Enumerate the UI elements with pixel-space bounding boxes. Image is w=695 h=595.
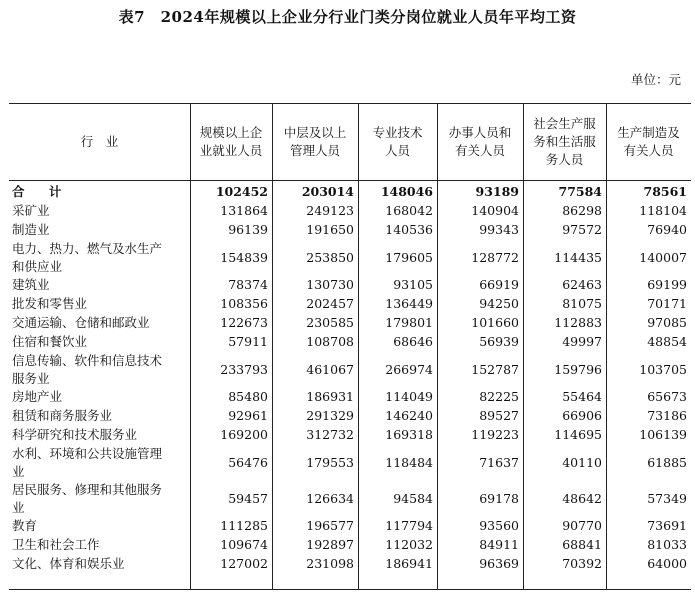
row-value-cell: 49997 [562,334,602,349]
row-value-cell: 48642 [562,491,602,506]
row-industry-name-line: 制造业 [12,222,50,237]
row-industry-name [12,536,190,554]
row-value-cell: 69199 [647,277,687,292]
row-value-cell: 112883 [554,315,602,330]
row-value-cell: 136449 [385,296,433,311]
table-row [9,388,691,407]
header-industry-label: 行 业 [80,133,119,149]
row-value-cell: 93105 [393,277,433,292]
row-industry-name-line: 租赁和商务服务业 [12,408,113,423]
table-row [9,407,691,426]
row-industry-name [12,481,190,517]
row-value-cell: 66919 [479,277,519,292]
row-value-cell: 249123 [306,203,354,218]
row-value-cell: 59457 [228,491,268,506]
table-row [9,276,691,295]
row-industry-name [12,517,190,535]
row-value-cell: 65673 [647,389,687,404]
row-value-cell: 192897 [306,537,354,552]
row-value-cell: 56476 [228,455,268,470]
row-value-cell: 202457 [306,296,354,311]
row-value-cell: 127002 [220,556,268,571]
row-industry-name [12,407,190,425]
row-value-cell: 112032 [385,537,433,552]
row-industry-name-line: 和供应业 [12,259,63,274]
header-cell [523,103,606,180]
row-value-cell: 97085 [647,315,687,330]
row-industry-name-line: 文化、体育和娱乐业 [12,556,125,571]
table-row [9,555,691,574]
row-value-cell: 266974 [385,362,433,377]
row-value-cell: 108356 [220,296,268,311]
row-value-cell: 128772 [471,250,519,265]
row-value-cell: 291329 [306,408,354,423]
row-value-cell: 140536 [385,222,433,237]
row-value-cell: 101660 [471,315,519,330]
row-industry-name-line: 建筑业 [12,277,50,292]
row-value-cell: 179605 [385,250,433,265]
row-value-cell: 76940 [647,222,687,237]
row-value-cell: 179553 [306,455,354,470]
header-cell-line: 务和生活服 [533,133,596,149]
row-value-cell: 73186 [647,408,687,423]
row-value-cell: 73691 [647,518,687,533]
row-industry-name-line: 住宿和餐饮业 [12,334,88,349]
row-value-cell: 55464 [562,389,602,404]
row-industry-name [12,240,190,276]
row-value-cell: 40110 [562,455,602,470]
row-value-cell: 90770 [562,518,602,533]
row-value-cell: 108708 [306,334,354,349]
row-industry-name-line: 业 [12,500,25,515]
row-value-cell: 66906 [562,408,602,423]
table-row [9,240,691,276]
row-value-cell: 114695 [554,427,602,442]
row-value-cell: 77584 [558,184,602,199]
table-row [9,536,691,555]
header-cell-line: 有关人员 [454,142,505,158]
row-value-cell: 82225 [479,389,519,404]
row-value-cell: 86298 [562,203,602,218]
row-value-cell: 191650 [306,222,354,237]
row-value-cell: 117794 [385,518,433,533]
row-industry-name [12,352,190,388]
row-value-cell: 118484 [385,455,433,470]
table-row [9,426,691,445]
row-value-cell: 154839 [220,250,268,265]
row-value-cell: 85480 [228,389,268,404]
row-value-cell: 146240 [385,408,433,423]
header-cell-line: 专业技术 [372,124,423,140]
row-value-cell: 96369 [479,556,519,571]
table-row [9,481,691,517]
header-cell-line: 业就业人员 [199,142,263,158]
row-value-cell: 140904 [471,203,519,218]
row-value-cell: 109674 [220,537,268,552]
row-industry-name [12,333,190,351]
row-value-cell: 461067 [306,362,354,377]
row-value-cell: 152787 [471,362,519,377]
row-industry-name [12,426,190,444]
table-row [9,314,691,333]
row-value-cell: 68646 [393,334,433,349]
header-cell-line: 社会生产服 [533,115,596,131]
header-cell [437,103,523,180]
row-value-cell: 92961 [228,408,268,423]
row-industry-name-line: 业 [12,464,25,479]
row-value-cell: 99343 [479,222,519,237]
table-row [9,352,691,388]
header-cell-line: 办事人员和 [448,124,512,140]
row-value-cell: 122673 [220,315,268,330]
row-industry-name-line: 交通运输、仓储和邮政业 [12,315,150,330]
header-cell-line: 中层及以上 [283,124,347,140]
row-value-cell: 70171 [647,296,687,311]
row-industry-name-line: 卫生和社会工作 [12,537,100,552]
row-industry-name-line: 科学研究和技术服务业 [12,427,138,442]
row-value-cell: 78374 [228,277,268,292]
row-value-cell: 70392 [562,556,602,571]
header-cell [358,103,437,180]
header-cell [606,103,691,180]
row-value-cell: 89527 [479,408,519,423]
unit-label: 单位：元 [630,72,681,87]
row-value-cell: 312732 [306,427,354,442]
row-industry-name [12,202,190,220]
row-value-cell: 140007 [639,250,687,265]
row-value-cell: 230585 [306,315,354,330]
row-value-cell: 93189 [475,184,519,199]
row-value-cell: 103705 [639,362,687,377]
row-industry-name [12,445,190,481]
row-industry-name-line: 房地产业 [12,389,63,404]
row-industry-name-line: 信息传输、软件和信息技术 [12,353,163,368]
row-value-cell: 102452 [215,184,268,199]
table-row [9,333,691,352]
row-value-cell: 111285 [220,518,268,533]
table-row [9,221,691,240]
table-row [9,445,691,481]
row-value-cell: 106139 [639,427,687,442]
row-industry-name-line: 电力、热力、燃气及水生产 [12,241,163,256]
row-industry-name [12,314,190,332]
row-value-cell: 84911 [479,537,519,552]
header-industry [9,103,190,180]
header-cell-line: 生产制造及 [617,124,680,140]
row-value-cell: 159796 [554,362,602,377]
row-value-cell: 253850 [306,250,354,265]
row-value-cell: 57349 [647,491,687,506]
table-header-rule [9,180,691,181]
row-industry-name [12,555,190,573]
row-value-cell: 93560 [479,518,519,533]
row-value-cell: 126634 [306,491,354,506]
row-industry-name [12,221,190,239]
row-value-cell: 81075 [562,296,602,311]
row-value-cell: 130730 [306,277,354,292]
row-industry-name-line: 水利、环境和公共设施管理 [12,446,163,461]
header-cell-line: 规模以上企 [199,124,263,140]
row-value-cell: 169318 [385,427,433,442]
row-industry-name-line: 合 计 [12,184,72,199]
row-industry-name-line: 批发和零售业 [12,296,88,311]
row-value-cell: 203014 [301,184,354,199]
row-value-cell: 96139 [228,222,268,237]
row-value-cell: 118104 [639,203,687,218]
row-industry-name [12,183,190,201]
row-value-cell: 48854 [647,334,687,349]
row-value-cell: 186941 [385,556,433,571]
row-industry-name [12,295,190,313]
row-value-cell: 233793 [220,362,268,377]
table-row [9,517,691,536]
row-value-cell: 168042 [385,203,433,218]
table-title: 表7 2024年规模以上企业分行业门类分岗位就业人员年平均工资 [118,8,577,26]
row-value-cell: 81033 [647,537,687,552]
table-row [9,183,691,202]
row-industry-name [12,276,190,294]
row-value-cell: 71637 [479,455,519,470]
row-industry-name-line: 居民服务、修理和其他服务 [12,482,163,497]
row-value-cell: 78561 [643,184,687,199]
row-value-cell: 56939 [479,334,519,349]
row-value-cell: 62463 [562,277,602,292]
row-value-cell: 61885 [647,455,687,470]
row-value-cell: 169200 [220,427,268,442]
row-value-cell: 94250 [479,296,519,311]
row-industry-name-line: 服务业 [12,371,50,386]
row-value-cell: 196577 [306,518,354,533]
row-value-cell: 114049 [385,389,433,404]
header-cell-line: 管理人员 [289,142,340,158]
header-cell-line: 人员 [384,142,410,158]
row-value-cell: 148046 [380,184,433,199]
header-cell-line: 务人员 [545,151,584,167]
table-row [9,202,691,221]
row-value-cell: 97572 [562,222,602,237]
row-value-cell: 131864 [220,203,268,218]
row-value-cell: 231098 [306,556,354,571]
row-value-cell: 94584 [393,491,433,506]
row-value-cell: 68841 [562,537,602,552]
row-value-cell: 64000 [647,556,687,571]
row-value-cell: 114435 [554,250,602,265]
row-value-cell: 69178 [479,491,519,506]
header-cell-line: 有关人员 [623,142,674,158]
row-value-cell: 179801 [385,315,433,330]
table-row [9,295,691,314]
row-industry-name [12,388,190,406]
header-cell [190,103,272,180]
row-value-cell: 119223 [471,427,519,442]
row-industry-name-line: 采矿业 [12,203,50,218]
row-value-cell: 57911 [228,334,268,349]
row-value-cell: 186931 [306,389,354,404]
table-bottom-rule [9,589,691,590]
header-cell [272,103,358,180]
row-industry-name-line: 教育 [12,518,38,533]
